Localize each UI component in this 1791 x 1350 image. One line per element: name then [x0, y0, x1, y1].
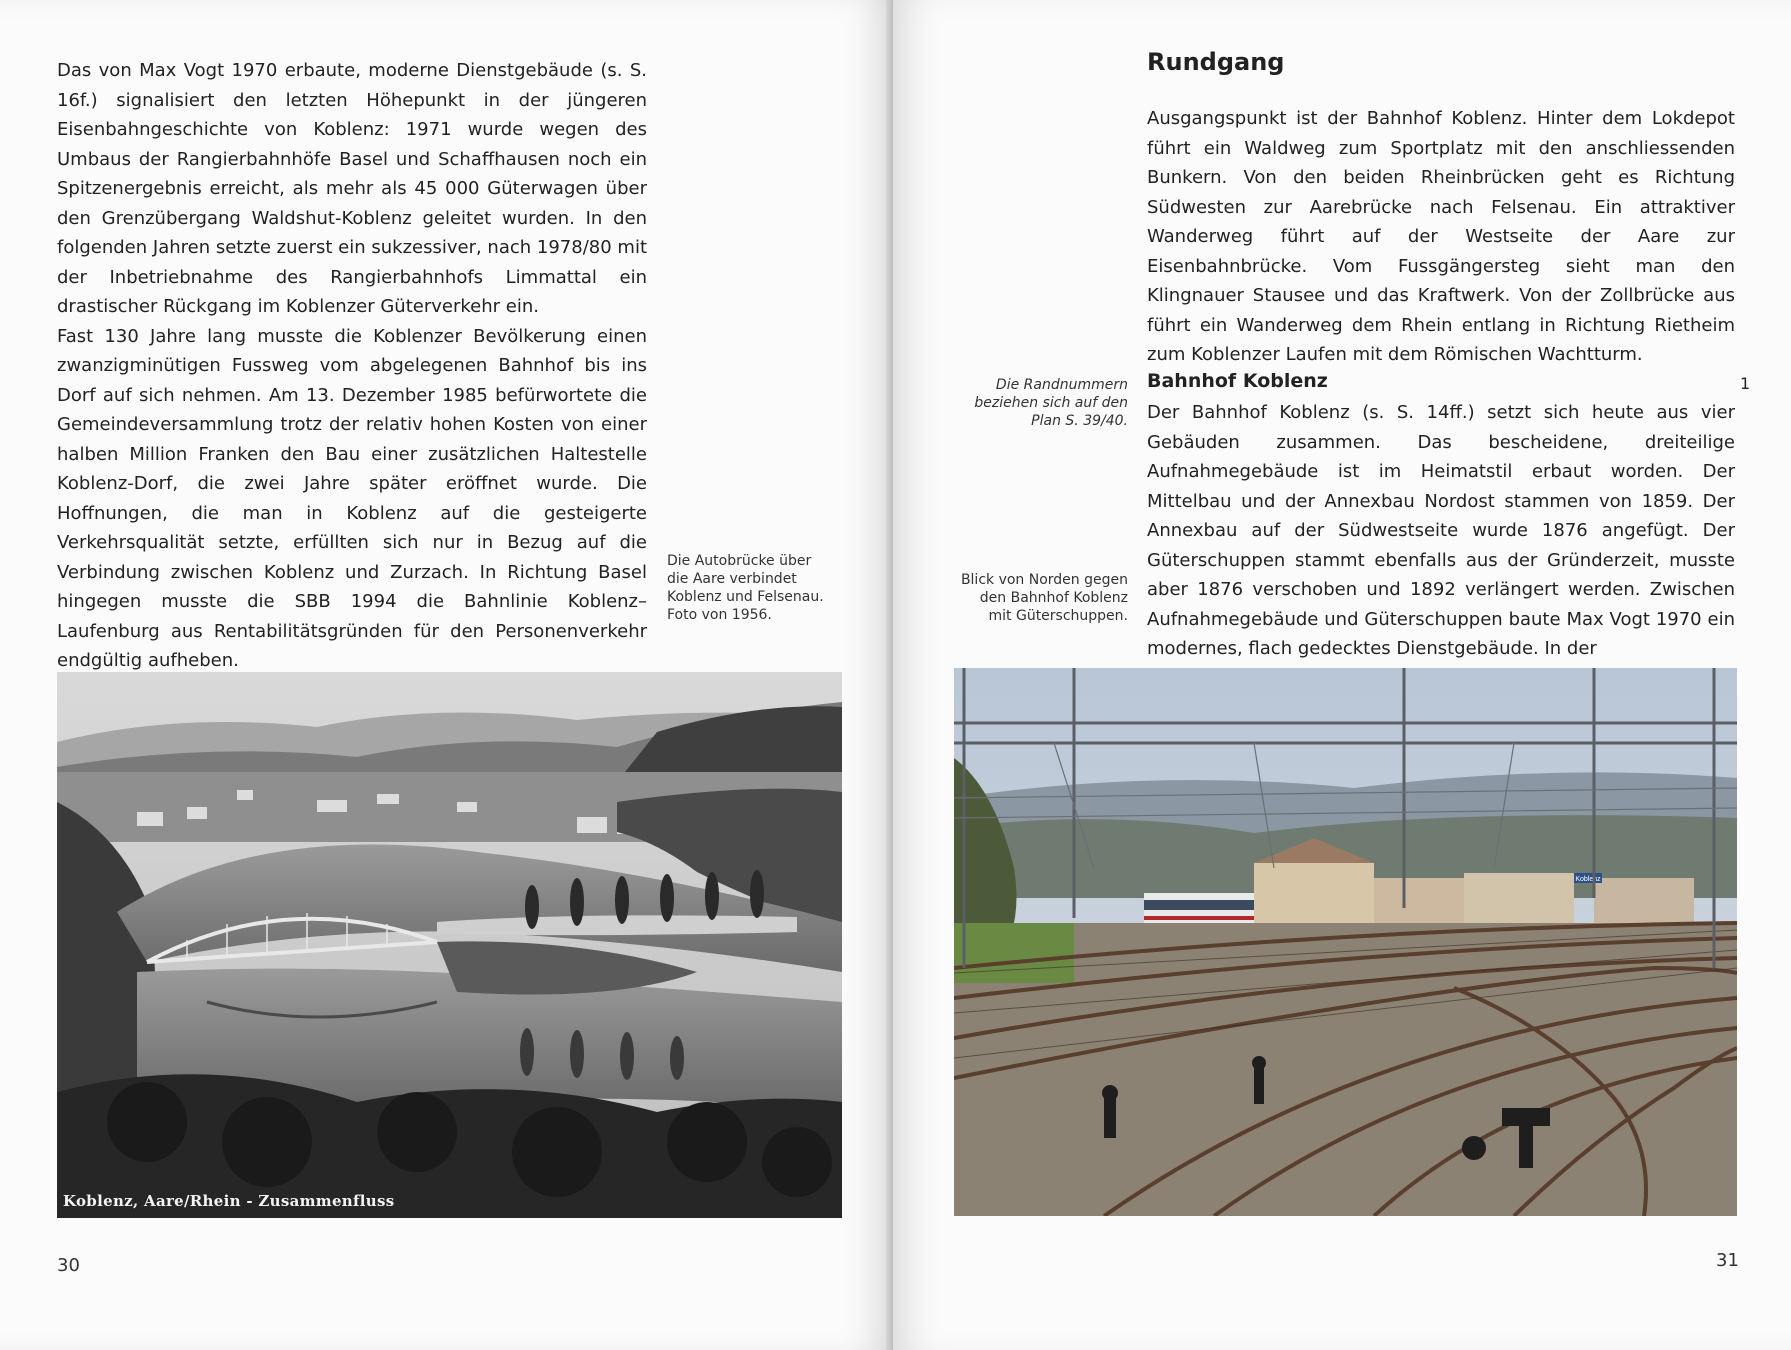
right-page-number: 31 — [1716, 1250, 1739, 1271]
section-heading-rundgang: Rundgang — [1147, 48, 1285, 76]
left-paragraph-1: Das von Max Vogt 1970 erbaute, moderne Dienstgebäude (s. S. 16f.) signalisiert den letzten Höhepunkt in der jüngeren Eisenbahngeschichte von Koblenz: 1971 wurde wegen des Umbaus der Rangierbahnhöfe Basel und Schaffhausen noch ein Spitzenergebnis erreicht, als mehr als 45 000 Güterwagen über den Grenzübergang Waldshut-Koblenz geleitet wurden. In den folgenden Jahren setzte zuerst ein sukzessiver, nach 1978/80 mit der Inbetriebnahme des Rangierbahnhofs Limmattal ein drastischer Rückgang im Koblenzer Güterverkehr ein. — [57, 60, 647, 317]
subheading-bahnhof-koblenz: Bahnhof Koblenz — [1147, 370, 1328, 392]
left-photo-caption: Die Autobrücke über die Aare verbindet Koblenz und Felsenau. Foto von 1956. — [667, 553, 824, 623]
left-page-number: 30 — [57, 1255, 80, 1276]
bahnhof-text — [1147, 398, 1735, 664]
river-bridge-illustration — [57, 672, 842, 1218]
left-page — [0, 0, 893, 1350]
left-paragraph-2: Fast 130 Jahre lang musste die Koblenzer Bevölkerung einen zwanzigminütigen Fussweg vom abgelegenen Bahnhof bis ins Dorf auf sich nehmen. Am 13. Dezember 1985 befürwortete die Gemeindeversammlung trotz der relativ hohen Kosten von einer halben Million Franken den Bau einer zusätzlichen Haltestelle Koblenz-Dorf, die zwei Jahre später eröffnet wurde. Die Hoffnungen, die man in Koblenz auf die gesteigerte Verkehrsqualität setzte, erfüllten sich nur in Bezug auf die Verbindung zwischen Koblenz und Zurzach. In Richtung Basel hingegen musste die SBB 1994 die Bahnlinie Koblenz–Laufenburg aus Rentabilitätsgründen für den Personenverkehr endgültig aufheben. — [57, 325, 647, 671]
margin-number: 1 — [1740, 374, 1751, 393]
station-tracks-photo — [954, 668, 1737, 1216]
station-photo-caption: Blick von Norden gegen den Bahnhof Koblenz mit Güterschuppen. — [960, 572, 1128, 624]
margin-note: Die Randnummern beziehen sich auf den Plan S. 39/40. — [974, 377, 1128, 429]
river-bridge-photo — [57, 672, 842, 1218]
station-sign: Koblenz — [1575, 876, 1601, 883]
station-tracks-illustration — [954, 668, 1737, 1216]
bahnhof-paragraph: Der Bahnhof Koblenz (s. S. 14ff.) setzt sich heute aus vier Gebäuden zusammen. Das bescheidene, dreiteilige Aufnahmegebäude ist im Heimatstil erbaut worden. Der Mittelbau und der Annexbau Nordost stammen von 1859. Der Annexbau auf der Südwestseite wurde 1876 angefügt. Der Güterschuppen stammt ebenfalls aus der Gründerzeit, musste aber 1876 verschoben und 1892 verlängert werden. Zwischen Aufnahmegebäude und Güterschuppen baute Max Vogt 1970 ein modernes, flach gedecktes Dienstgebäude. In der — [1147, 402, 1735, 659]
left-body-text — [57, 56, 647, 676]
rundgang-paragraph: Ausgangspunkt ist der Bahnhof Koblenz. Hinter dem Lokdepot führt ein Waldweg zum Sportplatz mit den anschliessenden Bunkern. Von den beiden Rheinbrücken geht es Richtung Südwesten zur Aarebrücke nach Felsenau. Ein attraktiver Wanderweg führt auf der Westseite der Aare zur Eisenbahnbrücke. Vom Fussgängersteg sieht man den Klingnauer Stausee und das Kraftwerk. Von der Zollbrücke aus führt ein Wanderweg dem Rhein entlang in Richtung Rietheim zum Koblenzer Laufen mit dem Römischen Wachtturm. — [1147, 108, 1735, 365]
rundgang-text — [1147, 104, 1735, 370]
photo-postcard-label: Koblenz, Aare/Rhein - Zusammenfluss — [63, 1192, 395, 1210]
